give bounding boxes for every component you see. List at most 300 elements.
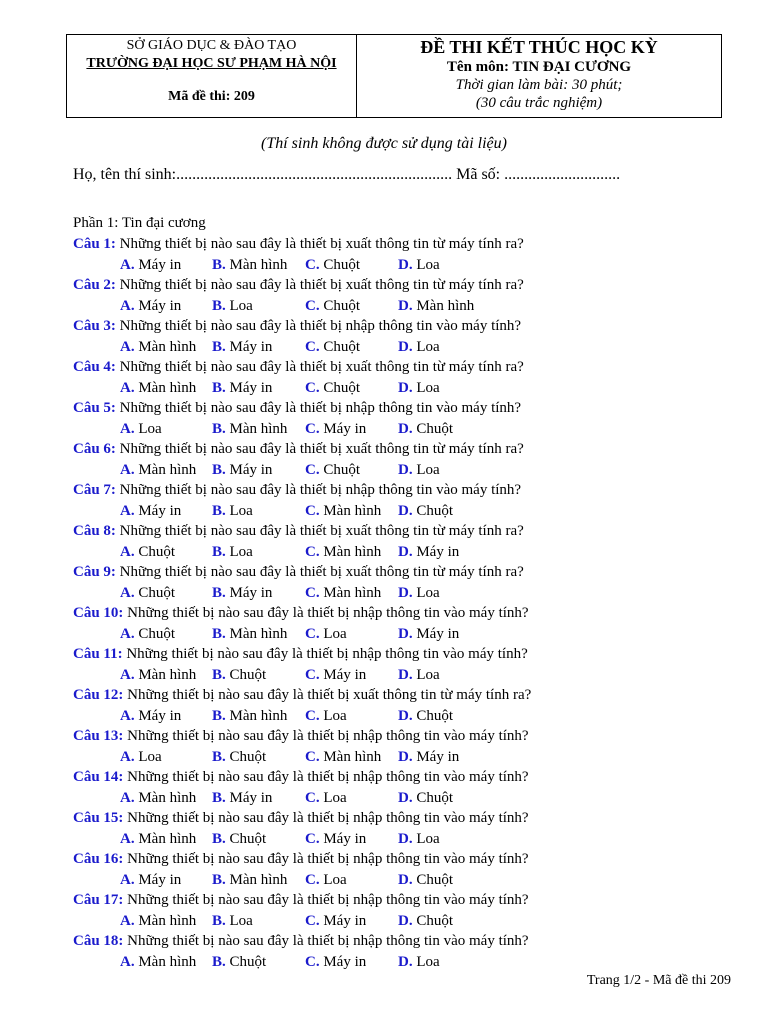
option-key: D. (398, 666, 413, 683)
option-text: Chuột (416, 912, 454, 929)
answer-option (212, 706, 287, 727)
answer-option (212, 747, 266, 768)
option-text: Máy in (138, 871, 182, 888)
answer-option (305, 542, 381, 563)
answer-option (398, 542, 459, 563)
answer-options (73, 911, 753, 932)
option-key: A. (120, 420, 135, 437)
question-item (73, 644, 753, 685)
option-text: Màn hình (138, 461, 197, 478)
option-key: A. (120, 584, 135, 601)
answer-option (398, 624, 459, 645)
question-item (73, 234, 753, 275)
option-text: Máy in (138, 256, 182, 273)
option-text: Máy in (138, 707, 182, 724)
option-text: Loa (323, 707, 347, 724)
answer-option (398, 952, 440, 973)
option-key: C. (305, 256, 320, 273)
answer-option (305, 952, 366, 973)
header-institution (67, 35, 357, 117)
answer-option (305, 255, 360, 276)
option-key: B. (212, 830, 226, 847)
answer-option (305, 870, 347, 891)
option-text: Máy in (323, 420, 367, 437)
question-number: Câu 13: (73, 728, 124, 744)
option-key: A. (120, 256, 135, 273)
answer-option (120, 378, 196, 399)
option-key: C. (305, 502, 320, 519)
answer-options (73, 542, 753, 563)
option-text: Máy in (138, 297, 182, 314)
answer-options (73, 378, 753, 399)
option-key: A. (120, 707, 135, 724)
option-text: Màn hình (323, 543, 382, 560)
option-key: B. (212, 666, 226, 683)
answer-options (73, 952, 753, 973)
option-key: C. (305, 707, 320, 724)
answer-option (398, 706, 453, 727)
option-text: Màn hình (416, 297, 475, 314)
question-text: Những thiết bị nào sau đây là thiết bị nhập thông tin vào máy tính? (127, 892, 529, 908)
option-text: Chuột (229, 666, 267, 683)
option-text: Chuột (229, 953, 267, 970)
option-text: Màn hình (323, 584, 382, 601)
answer-option (305, 829, 366, 850)
answer-option (120, 460, 196, 481)
option-text: Máy in (323, 830, 367, 847)
question-item (73, 275, 753, 316)
option-text: Màn hình (138, 338, 197, 355)
option-text: Máy in (229, 584, 273, 601)
answer-option (120, 337, 196, 358)
answer-options (73, 337, 753, 358)
option-text: Chuột (323, 297, 361, 314)
option-key: C. (305, 953, 320, 970)
option-key: C. (305, 543, 320, 560)
answer-option (212, 542, 253, 563)
option-key: B. (212, 707, 226, 724)
option-text: Loa (323, 871, 347, 888)
question-stem (73, 890, 753, 911)
answer-options (73, 296, 753, 317)
question-item (73, 767, 753, 808)
question-text: Những thiết bị nào sau đây là thiết bị xuất thông tin từ máy tính ra? (119, 441, 524, 457)
option-key: C. (305, 830, 320, 847)
option-key: C. (305, 379, 320, 396)
question-number: Câu 15: (73, 810, 124, 826)
question-text: Những thiết bị nào sau đây là thiết bị nhập thông tin vào máy tính? (126, 646, 528, 662)
option-text: Loa (229, 297, 253, 314)
question-text: Những thiết bị nào sau đây là thiết bị xuất thông tin từ máy tính ra? (119, 564, 524, 580)
no-materials-note: (Thí sinh không được sử dụng tài liệu) (261, 135, 507, 152)
option-key: B. (212, 625, 226, 642)
question-item (73, 726, 753, 767)
answer-options (73, 788, 753, 809)
question-stem (73, 685, 753, 706)
answer-option (398, 296, 474, 317)
answer-option (120, 624, 175, 645)
department-name: SỞ GIÁO DỤC & ĐÀO TẠO (126, 38, 297, 53)
option-text: Chuột (138, 584, 176, 601)
option-text: Máy in (229, 789, 273, 806)
option-key: D. (398, 338, 413, 355)
answer-option (398, 911, 453, 932)
answer-option (305, 337, 360, 358)
option-key: A. (120, 871, 135, 888)
option-text: Màn hình (138, 912, 197, 929)
answer-option (212, 296, 253, 317)
option-text: Máy in (416, 748, 460, 765)
option-text: Màn hình (229, 871, 288, 888)
question-number: Câu 1: (73, 236, 116, 252)
question-item (73, 562, 753, 603)
option-key: C. (305, 912, 320, 929)
question-number: Câu 16: (73, 851, 124, 867)
option-text: Màn hình (229, 625, 288, 642)
answer-option (305, 296, 360, 317)
question-item (73, 849, 753, 890)
answer-option (120, 296, 181, 317)
question-item (73, 398, 753, 439)
question-stem (73, 603, 753, 624)
question-number: Câu 14: (73, 769, 124, 785)
answer-option (305, 788, 347, 809)
option-key: D. (398, 707, 413, 724)
answer-option (305, 747, 381, 768)
option-key: D. (398, 830, 413, 847)
answer-options (73, 870, 753, 891)
answer-options (73, 501, 753, 522)
question-item (73, 890, 753, 931)
option-key: C. (305, 748, 320, 765)
option-text: Loa (416, 666, 440, 683)
answer-option (398, 788, 453, 809)
option-text: Chuột (416, 707, 454, 724)
question-number: Câu 3: (73, 318, 116, 334)
question-number: Câu 6: (73, 441, 116, 457)
question-number: Câu 12: (73, 687, 124, 703)
option-text: Loa (323, 625, 347, 642)
answer-option (120, 706, 181, 727)
page-footer: Trang 1/2 - Mã đề thi 209 (586, 973, 731, 988)
question-number: Câu 10: (73, 605, 124, 621)
option-text: Màn hình (138, 830, 197, 847)
option-text: Máy in (323, 912, 367, 929)
option-key: A. (120, 461, 135, 478)
question-number: Câu 8: (73, 523, 116, 539)
question-stem (73, 275, 753, 296)
option-key: C. (305, 420, 320, 437)
answer-option (120, 419, 162, 440)
answer-option (398, 337, 440, 358)
answer-option (305, 419, 366, 440)
question-stem (73, 398, 753, 419)
option-text: Màn hình (138, 953, 197, 970)
answer-option (212, 419, 287, 440)
option-key: D. (398, 379, 413, 396)
option-text: Máy in (323, 953, 367, 970)
option-key: D. (398, 420, 413, 437)
question-stem (73, 521, 753, 542)
question-text: Những thiết bị nào sau đây là thiết bị nhập thông tin vào máy tính? (119, 400, 522, 416)
option-key: C. (305, 789, 320, 806)
option-key: A. (120, 830, 135, 847)
answer-option (120, 501, 181, 522)
option-text: Máy in (416, 543, 460, 560)
question-text: Những thiết bị nào sau đây là thiết bị xuất thông tin từ máy tính ra? (119, 236, 524, 252)
option-text: Màn hình (138, 789, 197, 806)
option-key: B. (212, 912, 226, 929)
option-text: Chuột (416, 420, 454, 437)
option-key: D. (398, 297, 413, 314)
answer-options (73, 706, 753, 727)
question-stem (73, 357, 753, 378)
option-key: A. (120, 912, 135, 929)
question-stem (73, 316, 753, 337)
question-text: Những thiết bị nào sau đây là thiết bị xuất thông tin từ máy tính ra? (119, 359, 524, 375)
exam-header (66, 34, 722, 118)
question-stem (73, 562, 753, 583)
option-text: Chuột (138, 625, 176, 642)
answer-option (305, 911, 366, 932)
option-text: Chuột (323, 379, 361, 396)
option-key: B. (212, 256, 226, 273)
option-text: Màn hình (138, 379, 197, 396)
option-text: Loa (229, 912, 253, 929)
question-text: Những thiết bị nào sau đây là thiết bị xuất thông tin từ máy tính ra? (119, 277, 524, 293)
answer-option (120, 542, 175, 563)
answer-option (398, 255, 440, 276)
answer-options (73, 747, 753, 768)
question-text: Những thiết bị nào sau đây là thiết bị nhập thông tin vào máy tính? (127, 810, 529, 826)
option-text: Máy in (229, 461, 273, 478)
question-list (73, 234, 753, 972)
option-key: B. (212, 461, 226, 478)
option-text: Chuột (229, 830, 267, 847)
answer-option (120, 911, 196, 932)
option-key: D. (398, 748, 413, 765)
option-key: D. (398, 871, 413, 888)
option-text: Loa (416, 584, 440, 601)
answer-option (212, 378, 272, 399)
question-text: Những thiết bị nào sau đây là thiết bị nhập thông tin vào máy tính? (127, 851, 529, 867)
option-text: Loa (229, 543, 253, 560)
question-number: Câu 7: (73, 482, 116, 498)
answer-option (212, 952, 266, 973)
answer-option (305, 378, 360, 399)
question-item (73, 808, 753, 849)
answer-option (212, 501, 253, 522)
option-key: D. (398, 256, 413, 273)
option-key: C. (305, 871, 320, 888)
answer-option (305, 501, 381, 522)
option-text: Chuột (416, 871, 454, 888)
answer-option (212, 255, 287, 276)
option-key: A. (120, 789, 135, 806)
answer-option (212, 583, 272, 604)
question-count: (30 câu trắc nghiệm) (475, 95, 603, 111)
option-key: B. (212, 584, 226, 601)
option-text: Chuột (323, 256, 361, 273)
option-text: Loa (138, 748, 162, 765)
question-stem (73, 480, 753, 501)
option-key: A. (120, 297, 135, 314)
subject-name: Tên môn: TIN ĐẠI CƯƠNG (446, 59, 632, 75)
option-text: Màn hình (138, 666, 197, 683)
answer-option (212, 337, 272, 358)
option-key: A. (120, 666, 135, 683)
option-key: D. (398, 625, 413, 642)
option-text: Màn hình (229, 707, 288, 724)
answer-option (120, 952, 196, 973)
question-item (73, 480, 753, 521)
option-key: D. (398, 789, 413, 806)
option-key: B. (212, 379, 226, 396)
answer-options (73, 460, 753, 481)
option-key: A. (120, 953, 135, 970)
answer-option (120, 665, 196, 686)
question-number: Câu 4: (73, 359, 116, 375)
option-key: A. (120, 543, 135, 560)
question-stem (73, 931, 753, 952)
answer-option (120, 583, 175, 604)
option-text: Loa (229, 502, 253, 519)
option-text: Loa (416, 338, 440, 355)
option-key: B. (212, 789, 226, 806)
answer-options (73, 583, 753, 604)
question-text: Những thiết bị nào sau đây là thiết bị nhập thông tin vào máy tính? (119, 482, 522, 498)
option-text: Loa (416, 461, 440, 478)
question-stem (73, 644, 753, 665)
answer-option (120, 870, 181, 891)
option-text: Chuột (323, 338, 361, 355)
option-text: Loa (416, 379, 440, 396)
option-text: Chuột (229, 748, 267, 765)
answer-option (398, 460, 440, 481)
question-text: Những thiết bị nào sau đây là thiết bị nhập thông tin vào máy tính? (127, 605, 529, 621)
option-text: Máy in (323, 666, 367, 683)
option-key: A. (120, 502, 135, 519)
answer-option (212, 911, 253, 932)
option-key: B. (212, 748, 226, 765)
question-number: Câu 18: (73, 933, 124, 949)
question-stem (73, 849, 753, 870)
question-stem (73, 726, 753, 747)
answer-option (398, 378, 440, 399)
question-stem (73, 808, 753, 829)
option-key: B. (212, 953, 226, 970)
option-text: Máy in (138, 502, 182, 519)
option-key: C. (305, 625, 320, 642)
answer-option (305, 460, 360, 481)
question-item (73, 521, 753, 562)
section-title: Phần 1: Tin đại cương (73, 215, 206, 231)
option-text: Màn hình (323, 502, 382, 519)
answer-options (73, 665, 753, 686)
option-key: D. (398, 543, 413, 560)
exam-code: Mã đề thi: 209 (168, 89, 255, 104)
answer-option (120, 747, 162, 768)
exam-title: ĐỀ THI KẾT THÚC HỌC KỲ (420, 37, 658, 57)
answer-option (212, 624, 287, 645)
exam-duration: Thời gian làm bài: 30 phút; (455, 77, 623, 93)
question-text: Những thiết bị nào sau đây là thiết bị nhập thông tin vào máy tính? (119, 318, 522, 334)
option-text: Máy in (229, 338, 273, 355)
option-text: Màn hình (229, 420, 288, 437)
question-number: Câu 11: (73, 646, 123, 662)
question-item (73, 603, 753, 644)
answer-option (212, 460, 272, 481)
answer-options (73, 255, 753, 276)
answer-option (305, 706, 347, 727)
answer-option (120, 829, 196, 850)
question-stem (73, 234, 753, 255)
option-key: C. (305, 666, 320, 683)
answer-options (73, 624, 753, 645)
question-text: Những thiết bị nào sau đây là thiết bị xuất thông tin từ máy tính ra? (127, 687, 532, 703)
answer-option (120, 255, 181, 276)
option-key: A. (120, 338, 135, 355)
option-text: Chuột (138, 543, 176, 560)
answer-option (398, 583, 440, 604)
option-key: C. (305, 297, 320, 314)
option-text: Máy in (229, 379, 273, 396)
answer-option (212, 870, 287, 891)
option-text: Chuột (416, 502, 454, 519)
option-text: Màn hình (323, 748, 382, 765)
question-item (73, 439, 753, 480)
option-text: Loa (416, 256, 440, 273)
option-key: D. (398, 912, 413, 929)
answer-option (212, 788, 272, 809)
question-text: Những thiết bị nào sau đây là thiết bị nhập thông tin vào máy tính? (127, 728, 529, 744)
option-key: B. (212, 338, 226, 355)
option-key: C. (305, 461, 320, 478)
option-text: Chuột (323, 461, 361, 478)
option-key: B. (212, 420, 226, 437)
question-item (73, 685, 753, 726)
question-text: Những thiết bị nào sau đây là thiết bị xuất thông tin từ máy tính ra? (119, 523, 524, 539)
answer-option (212, 829, 266, 850)
option-text: Loa (416, 830, 440, 847)
answer-option (305, 583, 381, 604)
question-item (73, 931, 753, 972)
question-stem (73, 439, 753, 460)
answer-option (398, 829, 440, 850)
answer-option (305, 665, 366, 686)
option-key: B. (212, 502, 226, 519)
answer-option (305, 624, 347, 645)
answer-options (73, 829, 753, 850)
option-text: Màn hình (229, 256, 288, 273)
answer-option (398, 501, 453, 522)
option-key: C. (305, 338, 320, 355)
option-text: Loa (323, 789, 347, 806)
option-text: Loa (138, 420, 162, 437)
question-item (73, 357, 753, 398)
answer-option (398, 419, 453, 440)
question-text: Những thiết bị nào sau đây là thiết bị nhập thông tin vào máy tính? (127, 933, 529, 949)
answer-option (398, 747, 459, 768)
option-text: Chuột (416, 789, 454, 806)
option-key: D. (398, 502, 413, 519)
option-key: A. (120, 748, 135, 765)
answer-option (212, 665, 266, 686)
option-text: Máy in (416, 625, 460, 642)
question-number: Câu 9: (73, 564, 116, 580)
question-stem (73, 767, 753, 788)
question-item (73, 316, 753, 357)
